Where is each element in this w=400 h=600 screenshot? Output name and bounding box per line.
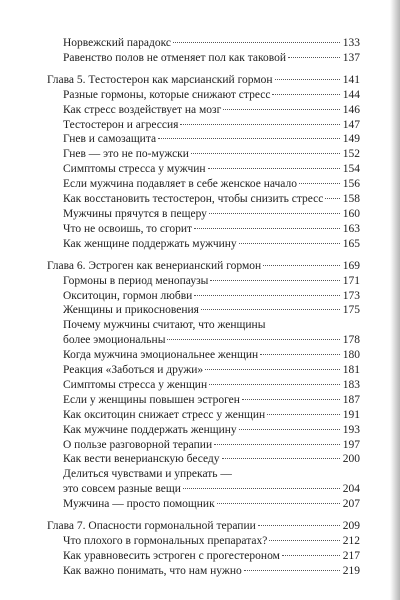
dot-leader: [239, 243, 340, 244]
toc-page-number: 137: [342, 51, 360, 64]
toc-entry: [47, 51, 360, 66]
toc-page-number: 207: [342, 498, 360, 511]
toc-entry-title: Гнев — это не по-мужски: [63, 148, 189, 161]
toc-entry: [47, 564, 360, 579]
toc-entry-title: Почему мужчины считают, что женщины: [63, 319, 266, 332]
toc-page-number: 156: [342, 178, 360, 191]
toc-entry-title: Как вести венерианскую беседу: [63, 453, 220, 466]
toc-page-number: 197: [342, 438, 360, 451]
dot-leader: [258, 525, 340, 526]
toc-entry-title: Глава 7. Опасности гормональной терапии: [47, 520, 256, 533]
toc-entry: [47, 534, 360, 549]
toc-page-number: 163: [342, 222, 360, 235]
dot-leader: [205, 369, 340, 370]
toc-entry-title: Если мужчина подавляет в себе женское начало: [63, 178, 297, 191]
toc-entry-title: Как восстановить тестостерон, чтобы снизить стресс: [63, 193, 324, 206]
dot-leader: [158, 138, 340, 139]
toc-entry: [47, 118, 360, 133]
dot-leader: [214, 444, 340, 445]
dot-leader: [239, 429, 340, 430]
toc-page-number: 169: [342, 259, 360, 272]
toc-entry: [47, 467, 360, 482]
toc-entry: [47, 36, 360, 51]
section-gap: [47, 512, 360, 519]
dot-leader: [180, 124, 340, 125]
table-of-contents: [47, 36, 360, 579]
dot-leader: [242, 399, 340, 400]
toc-entry: [47, 207, 360, 222]
dot-leader: [282, 555, 340, 556]
dot-leader: [299, 183, 340, 184]
toc-page-number: 181: [342, 364, 360, 377]
dot-leader: [269, 540, 340, 541]
dot-leader: [183, 488, 340, 489]
toc-entry: [47, 192, 360, 207]
toc-entry-title: Гормоны в период менопаузы: [63, 274, 209, 287]
toc-page-number: 141: [342, 73, 360, 86]
section-gap: [47, 252, 360, 259]
toc-entry: [47, 497, 360, 512]
toc-entry-title: Как женщине поддержать мужчину: [63, 237, 237, 250]
toc-entry: [47, 303, 360, 318]
toc-page-number: 204: [342, 483, 360, 496]
toc-entry: [47, 88, 360, 103]
toc-entry: [47, 549, 360, 564]
toc-entry-title: Равенство полов не отменяет пол как таковой: [63, 51, 286, 64]
toc-entry-title: Как мужчине поддержать женщину: [63, 423, 237, 436]
toc-entry-title: это совсем разные вещи: [63, 483, 181, 496]
toc-page-number: 209: [342, 520, 360, 533]
toc-page-number: 144: [342, 88, 360, 101]
toc-entry-title: Мужчины прячутся в пещеру: [63, 207, 207, 220]
dot-leader: [222, 458, 340, 459]
toc-page-number: 133: [342, 37, 360, 49]
toc-page-number: 219: [342, 564, 360, 577]
toc-entry-title: Разные гормоны, которые снижают стресс: [63, 88, 271, 101]
dot-leader: [272, 94, 340, 95]
toc-page-number: 149: [342, 133, 360, 146]
toc-entry-title: Что не освоишь, то сгорит: [63, 222, 193, 235]
toc-entry-title: Симптомы стресса у мужчин: [63, 163, 206, 176]
toc-entry-title: Женщины и прикосновения: [63, 304, 199, 317]
toc-page-number: 165: [342, 237, 360, 250]
toc-page-number: 178: [342, 334, 360, 347]
toc-page-number: 191: [342, 408, 360, 421]
dot-leader: [275, 79, 340, 80]
toc-entry: [47, 318, 360, 333]
dot-leader: [223, 109, 340, 110]
toc-entry-title: Симптомы стресса у женщин: [63, 378, 208, 391]
toc-entry-title: Мужчина — просто помощник: [63, 498, 215, 511]
toc-page-number: 154: [342, 163, 360, 176]
section-gap: [47, 66, 360, 73]
dot-leader: [217, 503, 340, 504]
toc-entry: [47, 333, 360, 348]
toc-page-number: 160: [342, 207, 360, 220]
dot-leader: [244, 570, 340, 571]
toc-page-number: 187: [342, 393, 360, 406]
toc-entry: [47, 348, 360, 363]
toc-page-number: 212: [342, 535, 360, 547]
toc-entry: [47, 482, 360, 497]
toc-entry-title: Как стресс воздействует на мозг: [63, 103, 222, 116]
toc-entry: [47, 237, 360, 252]
toc-entry: [47, 177, 360, 192]
dot-leader: [194, 228, 340, 229]
toc-chapter-entry: [47, 259, 360, 274]
toc-entry-title: Как окситоцин снижает стресс у женщин: [63, 408, 266, 421]
toc-entry: [47, 438, 360, 453]
toc-entry: [47, 363, 360, 378]
dot-leader: [288, 57, 340, 58]
page-edge-shadow: [390, 0, 400, 600]
toc-chapter-entry: [47, 73, 360, 88]
dot-leader: [209, 384, 340, 385]
toc-page-number: 183: [342, 378, 360, 391]
toc-entry: [47, 393, 360, 408]
dot-leader: [167, 339, 340, 340]
toc-entry-title: Как важно понимать, что нам нужно: [63, 564, 242, 577]
dot-leader: [191, 153, 340, 154]
toc-page-number: 180: [342, 349, 360, 362]
toc-entry-title: Гнев и самозащита: [63, 133, 157, 146]
toc-page-number: 152: [342, 148, 360, 161]
toc-page-number: 175: [342, 304, 360, 317]
toc-page-number: 146: [342, 103, 360, 116]
toc-entry: [47, 222, 360, 237]
toc-entry: [47, 452, 360, 467]
toc-entry: [47, 147, 360, 162]
dot-leader: [209, 213, 340, 214]
toc-entry-title: Реакция «Заботься и дружи»: [63, 364, 204, 377]
toc-entry: [47, 408, 360, 423]
toc-entry-title: Делиться чувствами и упрекать —: [63, 468, 232, 481]
toc-chapter-entry: [47, 519, 360, 534]
dot-leader: [210, 280, 340, 281]
toc-entry-title: Что плохого в гормональных препаратах?: [63, 535, 268, 547]
toc-entry: [47, 274, 360, 289]
dot-leader: [260, 354, 340, 355]
toc-entry-title: более эмоциональны: [63, 334, 166, 347]
toc-page-number: 173: [342, 289, 360, 302]
toc-entry-title: Глава 5. Тестостерон как марсианский гормон: [47, 73, 273, 86]
dot-leader: [208, 168, 340, 169]
dot-leader: [325, 198, 340, 199]
toc-entry-title: Когда мужчина эмоциональнее женщин: [63, 349, 259, 362]
toc-page-number: 158: [342, 193, 360, 206]
toc-entry-title: Глава 6. Эстроген как венерианский гормон: [47, 259, 262, 272]
toc-entry-title: Окситоцин, гормон любви: [63, 289, 193, 302]
toc-page-number: 200: [342, 453, 360, 466]
toc-page-number: 147: [342, 118, 360, 131]
toc-entry: [47, 423, 360, 438]
dot-leader: [194, 295, 340, 296]
toc-entry: [47, 103, 360, 118]
toc-entry: [47, 378, 360, 393]
toc-entry: [47, 132, 360, 147]
toc-entry: [47, 289, 360, 304]
toc-page-number: 171: [342, 274, 360, 287]
toc-entry-title: О пользе разговорной терапии: [63, 438, 213, 451]
toc-entry-title: Норвежский парадокс: [63, 37, 172, 49]
toc-entry: [47, 162, 360, 177]
dot-leader: [201, 309, 340, 310]
dot-leader: [173, 42, 340, 43]
toc-entry-title: Тестостерон и агрессия: [63, 118, 179, 131]
dot-leader: [263, 265, 340, 266]
toc-entry-title: Как уравновесить эстроген с прогестероном: [63, 549, 280, 562]
dot-leader: [267, 414, 340, 415]
toc-page-number: 193: [342, 423, 360, 436]
toc-page-number: 217: [342, 549, 360, 562]
toc-entry-title: Если у женщины повышен эстроген: [63, 393, 240, 406]
